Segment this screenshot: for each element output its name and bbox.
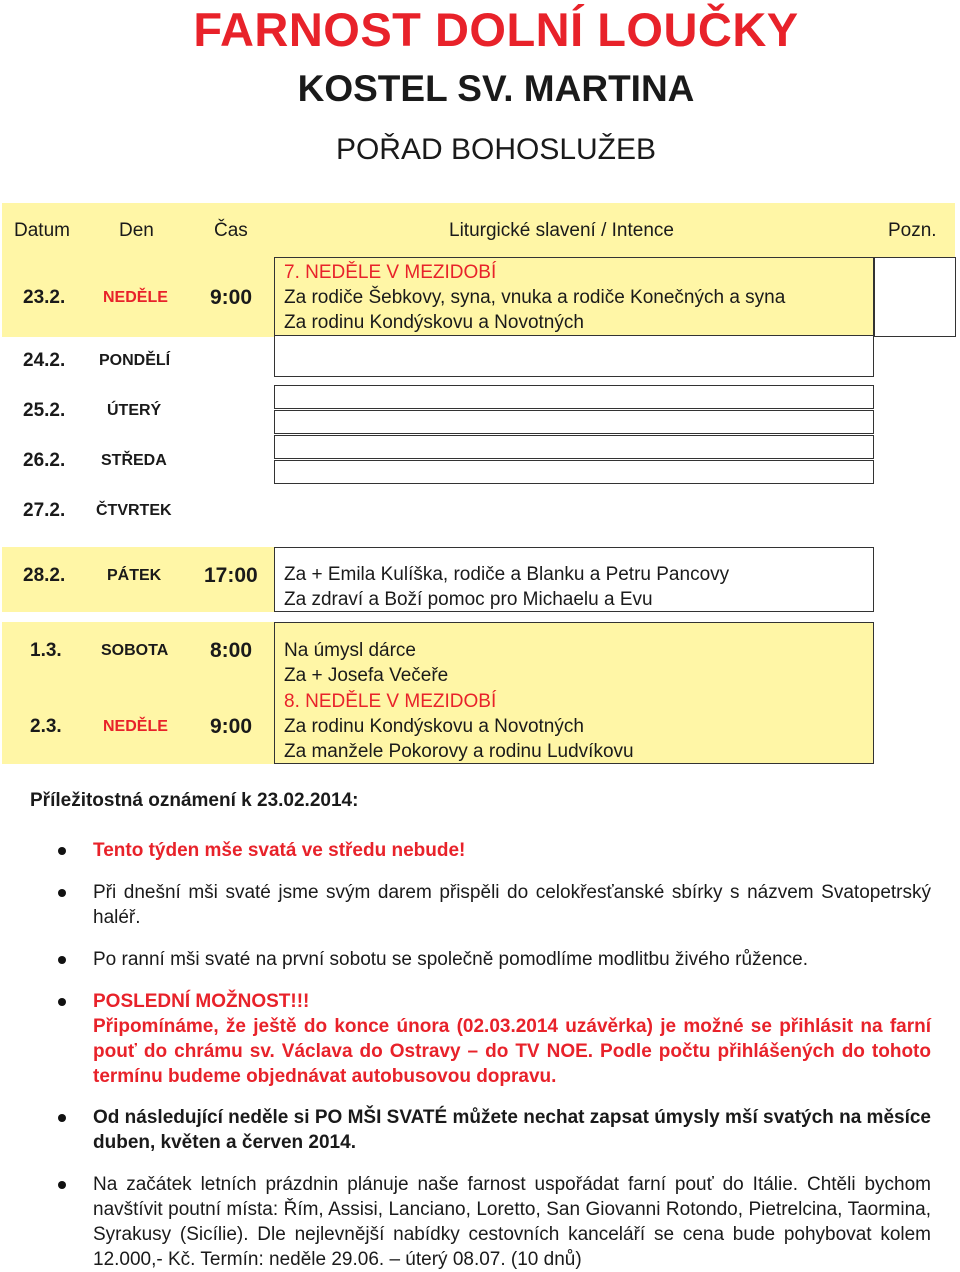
intention-box	[274, 435, 874, 459]
date-cell: 26.2.	[23, 450, 66, 471]
date-cell: 23.2.	[23, 287, 66, 308]
time-cell: 9:00	[210, 715, 253, 738]
intention-box	[274, 385, 874, 409]
day-cell: STŘEDA	[101, 452, 167, 469]
note-box	[874, 257, 956, 337]
notice-item: Při dnešní mši svaté jsme svým darem přispěli do celokřesťanské sbírky s názvem Svatopetrský haléř.	[93, 882, 931, 928]
intention-line: Na úmysl dárce	[284, 640, 416, 661]
intention-line: Za + Emila Kulíška, rodiče a Blanku a Petru Pancovy	[284, 564, 730, 585]
bullet-icon	[58, 998, 66, 1006]
day-cell: ÚTERÝ	[107, 402, 162, 419]
col-day: Den	[119, 220, 154, 241]
parish-title: FARNOST DOLNÍ LOUČKY	[193, 3, 799, 56]
notice-item: Od následující neděle si PO MŠI SVATÉ můžete nechat zapsat úmysly mší svatých na měsíce duben, květen a červen 2014.	[93, 1107, 931, 1153]
schedule-heading: POŘAD BOHOSLUŽEB	[335, 133, 657, 166]
bullet-icon	[58, 956, 66, 964]
intention-box	[274, 460, 874, 484]
time-cell: 9:00	[210, 286, 253, 309]
intention-line: Za manžele Pokorovy a rodinu Ludvíkovu	[284, 741, 634, 762]
notice-heading: POSLEDNÍ MOŽNOST!!!	[93, 991, 310, 1012]
bullet-icon	[58, 1114, 66, 1122]
bullet-icon	[58, 847, 66, 855]
notice-body: Připomínáme, že ještě do konce února (02.03.2014 uzávěrka) je možné se přihlásit na farní pouť do chrámu sv. Václava do Ostravy – do TV NOE. Podle počtu přihlášených do tohoto termínu budeme objednávat autobusovou dopravu.	[93, 1016, 931, 1087]
date-cell: 2.3.	[30, 716, 62, 737]
day-cell: SOBOTA	[101, 642, 169, 659]
intention-box	[274, 410, 874, 434]
col-time: Čas	[214, 220, 248, 241]
notice-item: Po ranní mši svaté na první sobotu se společně pomodlíme modlitbu živého růžence.	[93, 949, 808, 970]
feast-label: 8. NEDĚLE V MEZIDOBÍ	[284, 691, 497, 712]
notice-item	[93, 989, 931, 1089]
bullet-icon	[58, 889, 66, 897]
date-cell: 24.2.	[23, 350, 66, 371]
col-date: Datum	[14, 220, 70, 241]
date-cell: 28.2.	[23, 565, 66, 586]
intention-box	[274, 335, 874, 377]
time-cell: 8:00	[210, 639, 253, 662]
notices-title: Příležitostná oznámení k 23.02.2014:	[30, 790, 359, 811]
day-cell: PONDĚLÍ	[99, 352, 171, 369]
date-cell: 25.2.	[23, 400, 66, 421]
church-name: KOSTEL SV. MARTINA	[297, 68, 695, 109]
col-liturgy: Liturgické slavení / Intence	[449, 220, 674, 241]
day-cell: NEDĚLE	[103, 718, 168, 735]
intention-line: Za rodinu Kondýskovu a Novotných	[284, 716, 584, 737]
intention-line: Za rodinu Kondýskovu a Novotných	[284, 312, 584, 333]
day-cell: PÁTEK	[107, 567, 162, 584]
date-cell: 27.2.	[23, 500, 66, 521]
time-cell: 17:00	[204, 564, 258, 587]
intention-line: Za + Josefa Večeře	[284, 665, 449, 686]
notice-item: Na začátek letních prázdnin plánuje naše farnost uspořádat farní pouť do Itálie. Chtěli bychom navštívit poutní místa: Řím, Assisi, Lanciano, Loretto, San Giovanni Rotondo, Pietrelcina, Taormina, Syrakusy (Sicílie). Dle nejlevnější nabídky cestovních kanceláří se cena bude pohybovat kolem 12.000,- Kč. Termín: neděle 29.06. – úterý 08.07. (10 dnů)	[93, 1174, 931, 1270]
bullet-icon	[58, 1181, 66, 1189]
feast-label: 7. NEDĚLE V MEZIDOBÍ	[284, 262, 497, 283]
day-cell: ČTVRTEK	[96, 502, 172, 519]
intention-line: Za rodiče Šebkovy, syna, vnuka a rodiče Konečných a syna	[284, 287, 786, 308]
day-cell: NEDĚLE	[103, 289, 168, 306]
notice-item: Tento týden mše svatá ve středu nebude!	[93, 840, 466, 861]
col-note: Pozn.	[888, 220, 937, 241]
intention-line: Za zdraví a Boží pomoc pro Michaelu a Evu	[284, 589, 653, 610]
date-cell: 1.3.	[30, 640, 62, 661]
